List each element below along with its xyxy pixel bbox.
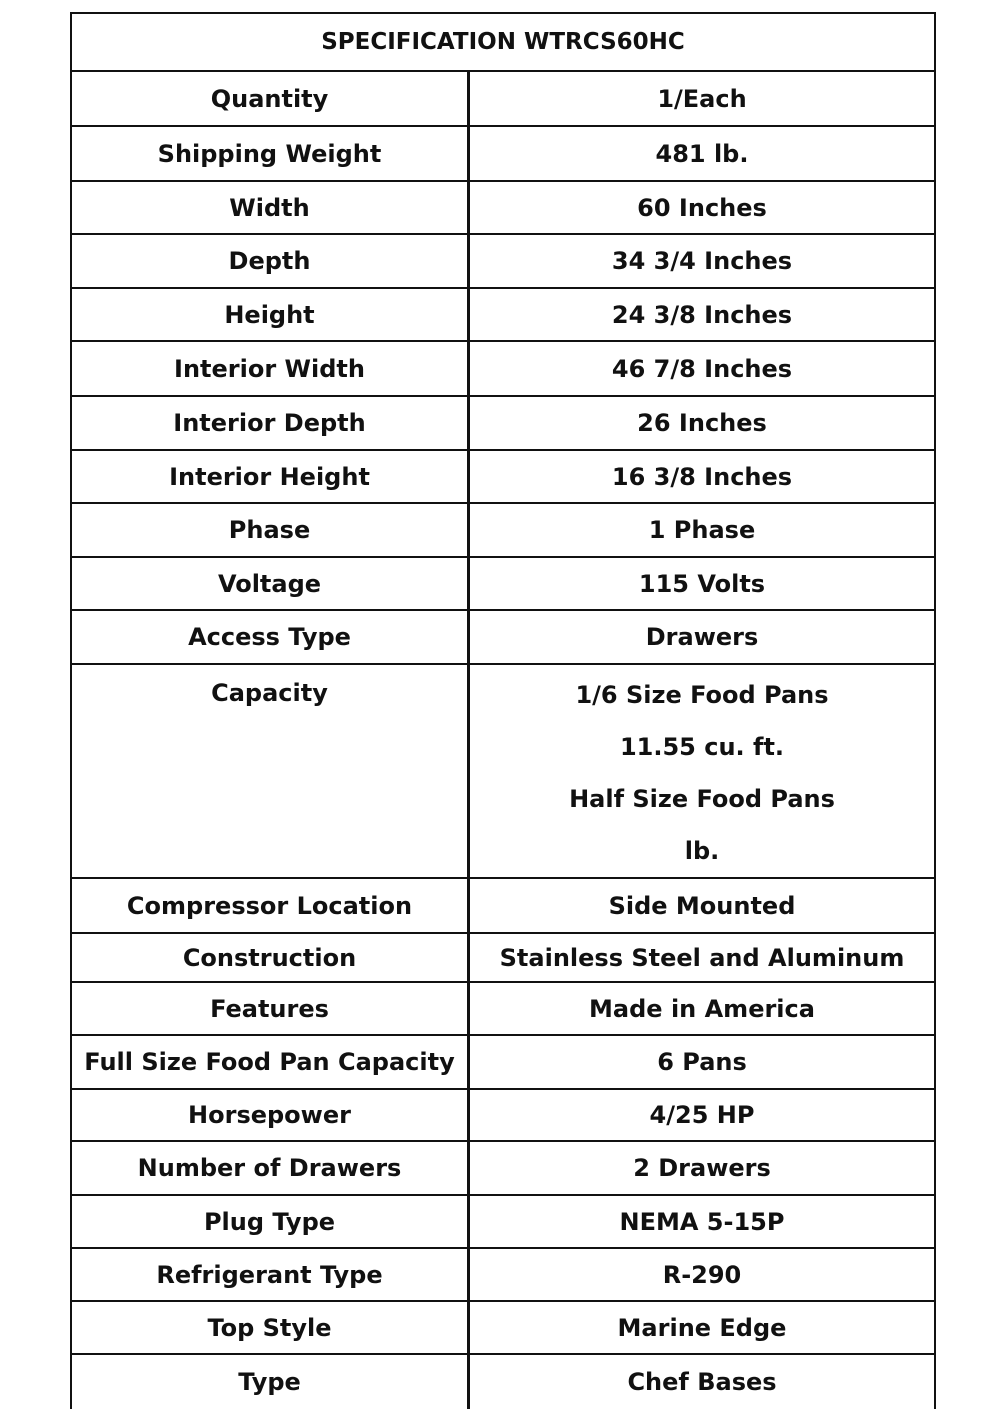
row-label: Interior Depth xyxy=(72,397,470,449)
row-label: Features xyxy=(72,983,470,1034)
table-row-depth xyxy=(72,235,934,289)
row-value xyxy=(470,665,934,877)
row-label: Number of Drawers xyxy=(72,1142,470,1194)
row-value: 2 Drawers xyxy=(633,1154,771,1182)
table-title: SPECIFICATION WTRCS60HC xyxy=(72,14,934,72)
table-row-number-of-drawers xyxy=(72,1142,934,1196)
row-label: Phase xyxy=(72,504,470,556)
table-row-top-style xyxy=(72,1302,934,1355)
row-value: 1/Each xyxy=(657,84,747,113)
row-value: Stainless Steel and Aluminum xyxy=(499,943,905,972)
row-value: 26 Inches xyxy=(637,409,767,437)
table-row-height xyxy=(72,289,934,342)
table-row-type xyxy=(72,1355,934,1409)
row-label: Shipping Weight xyxy=(72,127,470,180)
table-row-interior-depth xyxy=(72,397,934,451)
table-row-access-type xyxy=(72,611,934,665)
row-label: Capacity xyxy=(72,665,470,877)
table-row-phase xyxy=(72,504,934,558)
table-row-voltage xyxy=(72,558,934,611)
row-label: Type xyxy=(72,1355,470,1409)
row-label: Refrigerant Type xyxy=(72,1249,470,1300)
table-row-full-size-food-pan-capacity xyxy=(72,1036,934,1090)
row-value: 16 3/8 Inches xyxy=(611,462,793,491)
row-value: Chef Bases xyxy=(627,1368,777,1396)
row-value: Made in America xyxy=(589,994,815,1023)
table-row-features xyxy=(72,983,934,1036)
row-value: Drawers xyxy=(645,623,759,651)
row-value: 46 7/8 Inches xyxy=(611,354,793,383)
row-value: 4/25 HP xyxy=(649,1101,755,1129)
row-label: Interior Width xyxy=(72,342,470,395)
row-value: 115 Volts xyxy=(638,569,766,598)
table-row-compressor-location xyxy=(72,879,934,934)
row-label: Construction xyxy=(72,934,470,981)
row-label: Height xyxy=(72,289,470,340)
row-value: Side Mounted xyxy=(608,891,796,920)
table-row-refrigerant-type xyxy=(72,1249,934,1302)
table-row-plug-type xyxy=(72,1196,934,1249)
table-row-capacity xyxy=(72,665,934,879)
row-label: Plug Type xyxy=(72,1196,470,1247)
row-label: Horsepower xyxy=(72,1090,470,1140)
row-value-line: 11.55 cu. ft. xyxy=(619,733,785,761)
row-label: Interior Height xyxy=(72,451,470,502)
table-row-horsepower xyxy=(72,1090,934,1142)
row-label: Quantity xyxy=(72,72,470,125)
row-value: 6 Pans xyxy=(657,1048,747,1076)
table-row-interior-width xyxy=(72,342,934,397)
specification-table xyxy=(70,12,936,1409)
table-row-quantity xyxy=(72,72,934,127)
row-value: NEMA 5-15P xyxy=(619,1207,785,1236)
row-value: 1 Phase xyxy=(648,516,756,544)
row-label: Access Type xyxy=(72,611,470,663)
row-value-line: 1/6 Size Food Pans xyxy=(575,681,829,709)
table-row-width xyxy=(72,182,934,235)
row-value-line: Half Size Food Pans xyxy=(569,785,835,813)
table-row-construction xyxy=(72,934,934,983)
row-label: Top Style xyxy=(72,1302,470,1353)
row-label: Voltage xyxy=(72,558,470,609)
row-value: 34 3/4 Inches xyxy=(611,247,793,275)
row-value: 481 lb. xyxy=(655,139,749,168)
row-value: 24 3/8 Inches xyxy=(611,300,793,329)
row-label: Compressor Location xyxy=(72,879,470,932)
table-row-shipping-weight xyxy=(72,127,934,182)
row-value-line: lb. xyxy=(684,837,720,865)
row-label: Width xyxy=(72,182,470,233)
row-label: Full Size Food Pan Capacity xyxy=(72,1036,470,1088)
row-label: Depth xyxy=(72,235,470,287)
table-row-interior-height xyxy=(72,451,934,504)
row-value: R-290 xyxy=(662,1260,742,1289)
row-value: 60 Inches xyxy=(637,193,767,222)
table-body xyxy=(72,72,934,1409)
row-value: Marine Edge xyxy=(617,1313,787,1342)
